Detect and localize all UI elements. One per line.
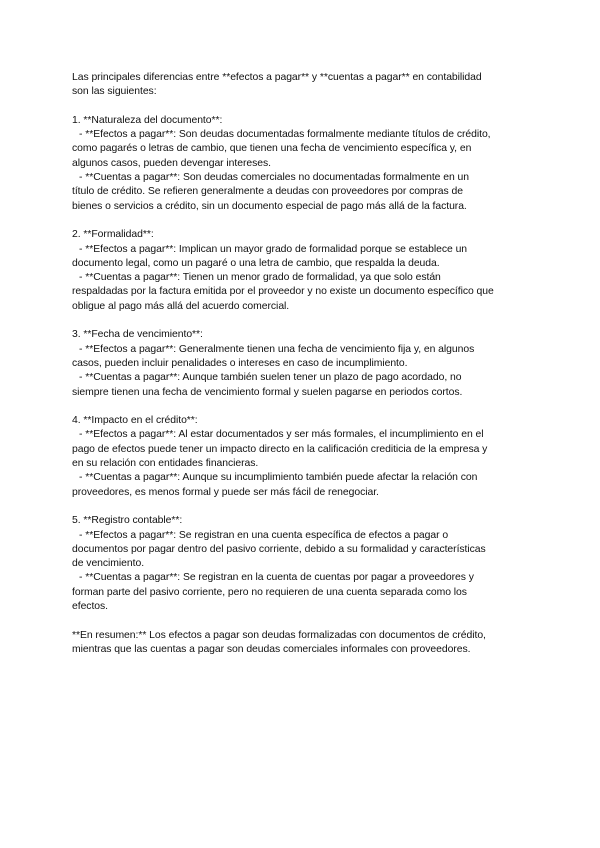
text-line: título de crédito. Se refieren generalmente a deudas con proveedores por compras de <box>72 186 463 198</box>
section-heading: 3. **Fecha de vencimiento**: <box>72 329 203 341</box>
text-line: proveedores, es menos formal y puede ser más fácil de renegociar. <box>72 486 379 498</box>
text-line: - **Efectos a pagar**: Generalmente tienen una fecha de vencimiento fija y, en algunos <box>79 343 475 355</box>
text-line: pago de efectos puede tener un impacto directo en la calificación crediticia de la empresa y <box>72 443 488 455</box>
text-line: siempre tienen una fecha de vencimiento formal y suelen pagarse en periodos cortos. <box>72 386 463 398</box>
section-heading: 5. **Registro contable**: <box>72 515 183 527</box>
text-line: documento legal, como un pagaré o una letra de cambio, que respalda la deuda. <box>72 257 440 269</box>
section-formalidad <box>72 228 530 314</box>
intro-paragraph <box>72 71 530 100</box>
text-line: - **Efectos a pagar**: Son deudas documentadas formalmente mediante títulos de crédito, <box>79 129 491 141</box>
text-line: - **Cuentas a pagar**: Aunque su incumplimiento también puede afectar la relación con <box>79 472 478 484</box>
text-line: mientras que las cuentas a pagar son deudas comerciales informales con proveedores. <box>72 643 471 655</box>
text-line: como pagarés o letras de cambio, que tienen una fecha de vencimiento específica y, en <box>72 143 472 155</box>
text-line: bienes o servicios a crédito, sin un documento especial de pago más allá de la factura. <box>72 200 467 212</box>
section-heading: 2. **Formalidad**: <box>72 229 154 241</box>
section-heading: 1. **Naturaleza del documento**: <box>72 114 223 126</box>
text-line: obligue al pago más allá del acuerdo comercial. <box>72 300 290 312</box>
text-line: - **Cuentas a pagar**: Se registran en la cuenta de cuentas por pagar a proveedores y <box>79 572 474 584</box>
text-line: respaldadas por la factura emitida por el proveedor y no existe un documento específico que <box>72 286 494 298</box>
text-line: de vencimiento. <box>72 558 145 570</box>
text-line: - **Cuentas a pagar**: Son deudas comerciales no documentadas formalmente en un <box>79 172 469 184</box>
text-line: documentos por pagar dentro del pasivo corriente, debido a su formalidad y características <box>72 543 486 555</box>
text-line: son las siguientes: <box>72 86 157 98</box>
section-heading: 4. **Impacto en el crédito**: <box>72 415 198 427</box>
text-line: algunos casos, pueden devengar intereses. <box>72 157 271 169</box>
section-impacto-credito <box>72 414 530 500</box>
summary-paragraph <box>72 629 530 658</box>
text-line: - **Cuentas a pagar**: Aunque también suelen tener un plazo de pago acordado, no <box>79 372 462 384</box>
text-line: - **Efectos a pagar**: Implican un mayor grado de formalidad porque se establece un <box>79 243 468 255</box>
text-line: Las principales diferencias entre **efectos a pagar** y **cuentas a pagar** en contabilidad <box>72 72 482 83</box>
text-line: efectos. <box>72 600 108 612</box>
section-fecha-vencimiento <box>72 328 530 399</box>
text-line: **En resumen:** Los efectos a pagar son deudas formalizadas con documentos de crédito, <box>72 629 486 641</box>
text-line: - **Efectos a pagar**: Al estar documentados y ser más formales, el incumplimiento en el <box>79 429 484 441</box>
text-line: en su relación con entidades financieras. <box>72 458 259 470</box>
section-registro-contable <box>72 514 530 614</box>
section-naturaleza <box>72 114 530 214</box>
text-line: casos, pueden incluir penalidades o intereses en caso de incumplimiento. <box>72 357 408 369</box>
text-line: - **Cuentas a pagar**: Tienen un menor grado de formalidad, ya que solo están <box>79 272 441 284</box>
text-line: - **Efectos a pagar**: Se registran en una cuenta específica de efectos a pagar o <box>79 529 449 541</box>
text-line: forman parte del pasivo corriente, pero no requieren de una cuenta separada como los <box>72 586 467 598</box>
